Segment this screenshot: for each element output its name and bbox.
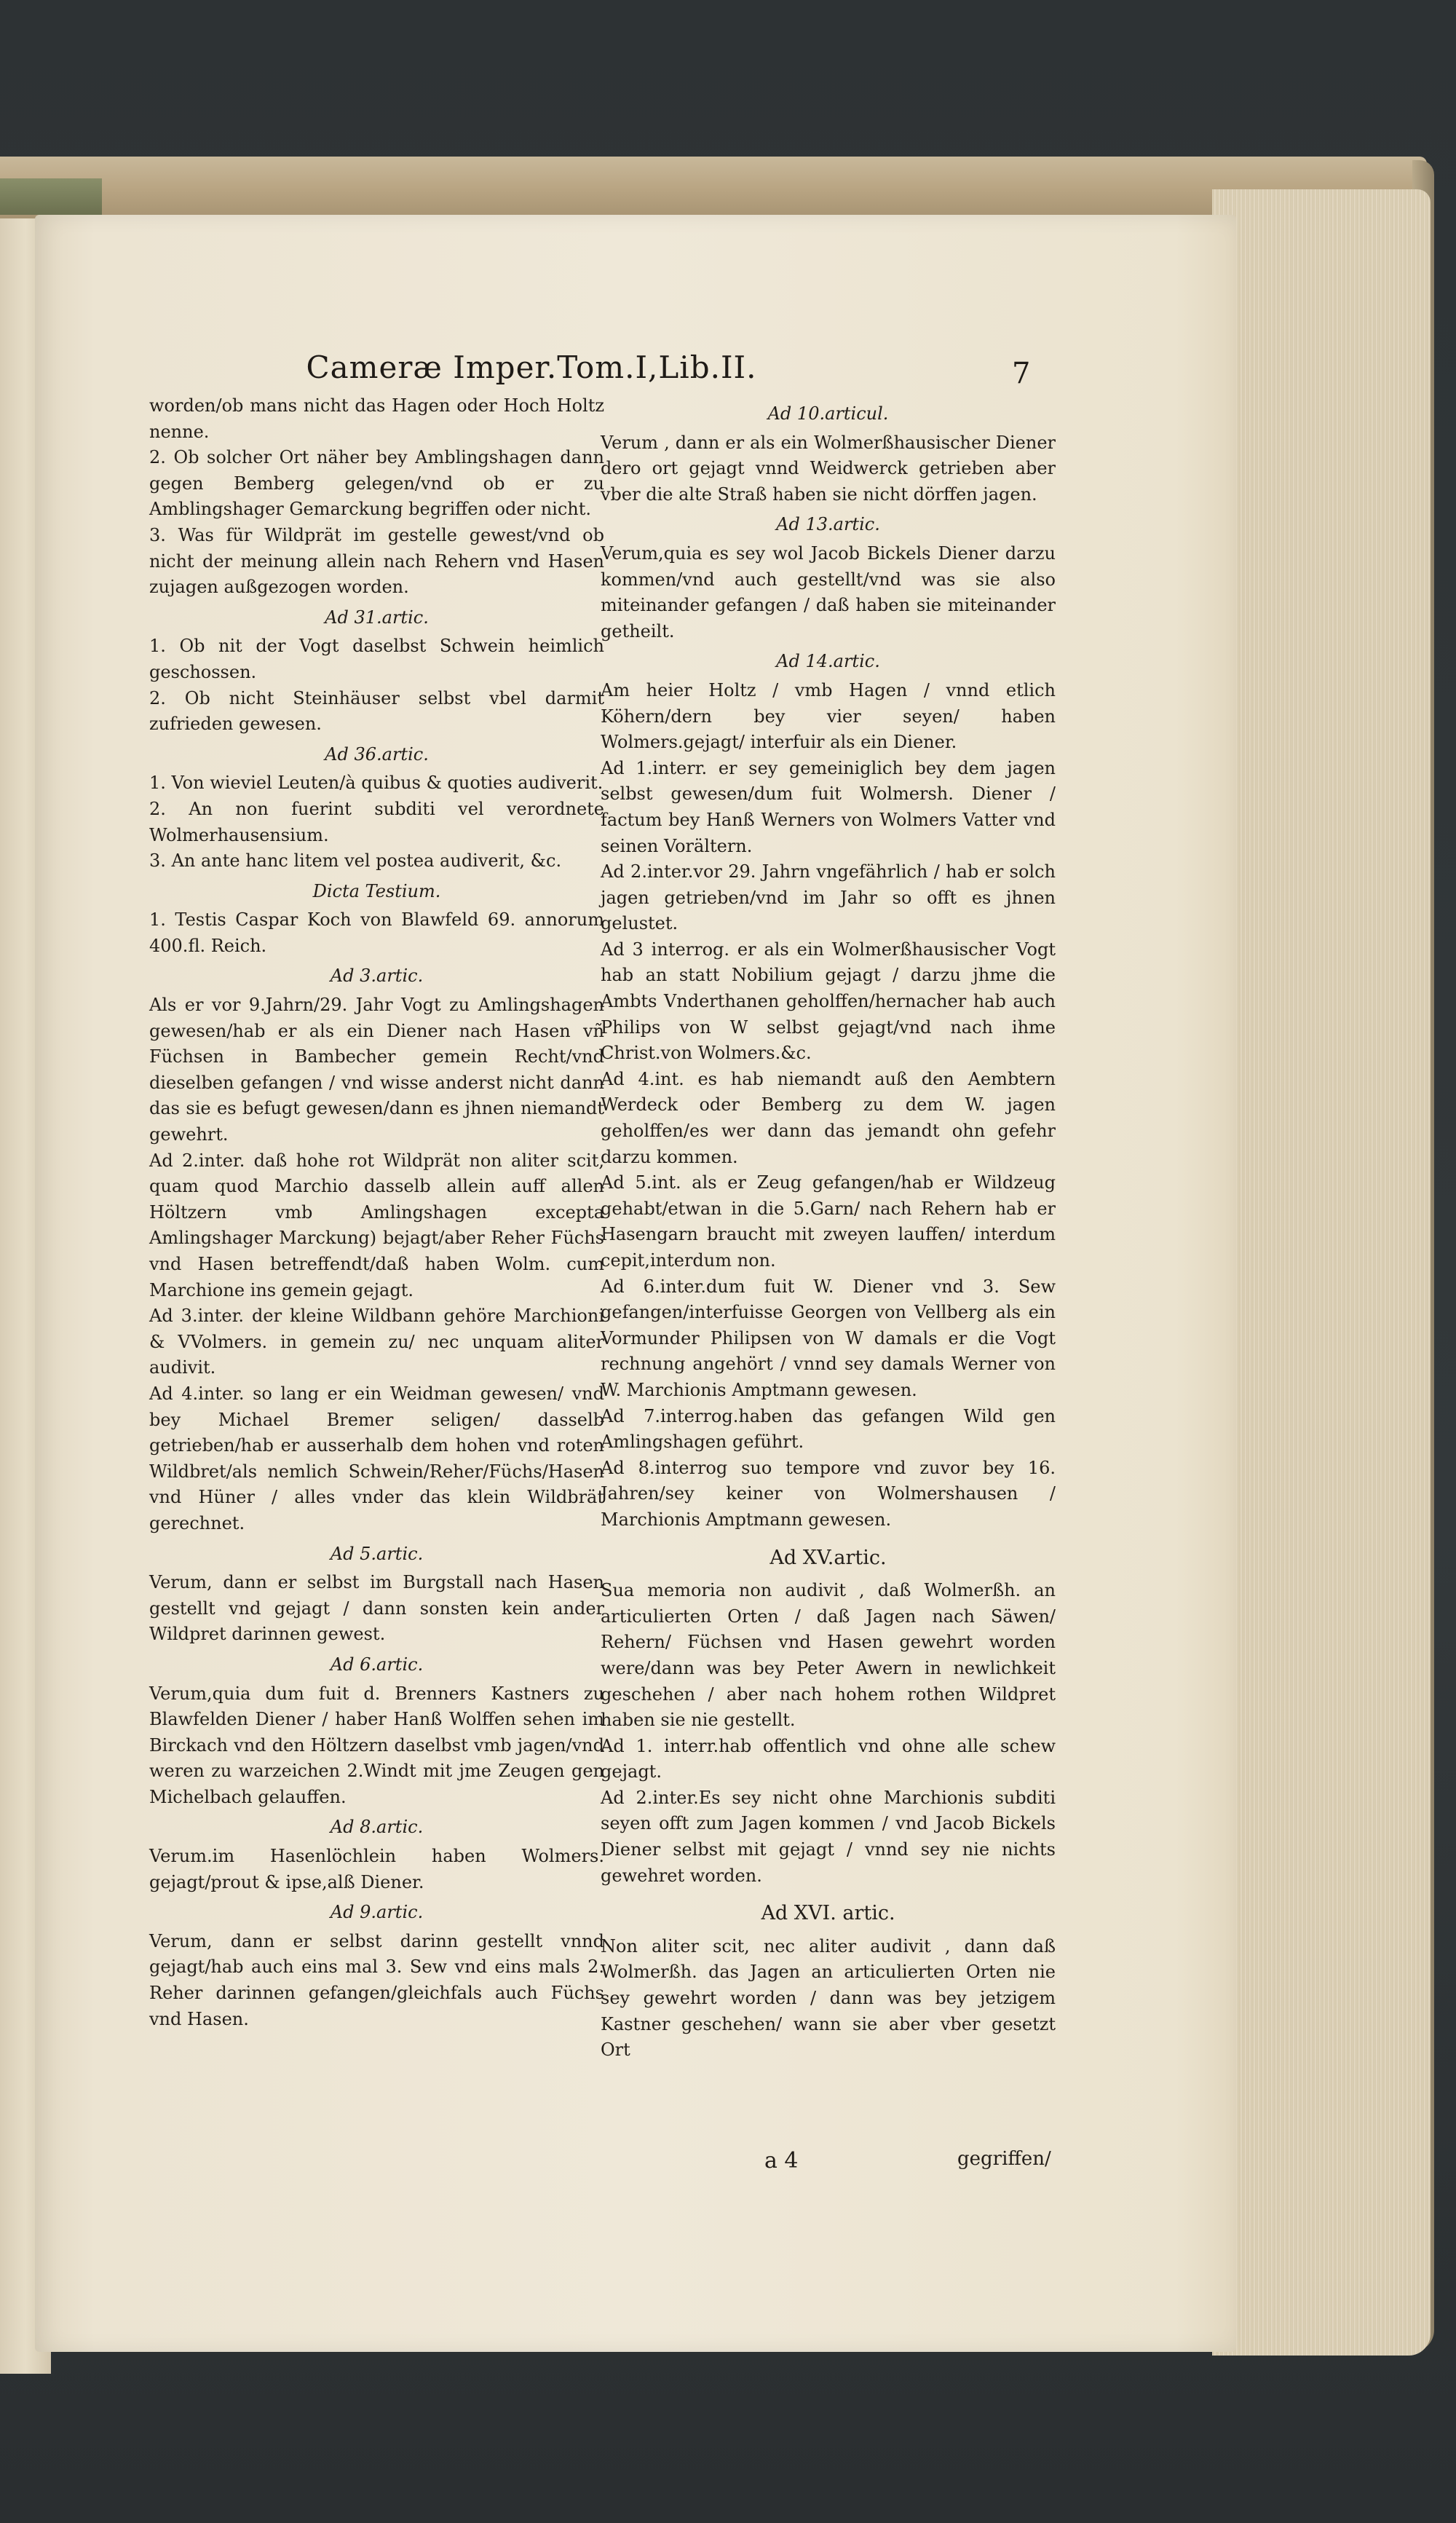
paragraph: 3. An ante hanc litem vel postea audiverit, &c. [149, 850, 562, 872]
paragraph: Verum,quia dum fuit d. Brenners Kastners zu Blawfelden Diener / haber Hanß Wolffen sehen im Birckach vnd den Höltzern daselbst vmb jagen/vnd weren zu warzeichen 2.Windt mit jme Zeugen gen Michelbach gelauffen. [149, 1683, 604, 1807]
paragraph: Ad 2.inter.Es sey nicht ohne Marchionis subditi seyen offt zum Jagen kommen / vnd Jacob Bickels Diener selbst mit gejagt / vnnd sey nie nichts gewehret worden. [601, 1787, 1056, 1886]
paragraph: Verum , dann er als ein Wolmerßhausischer Diener dero ort gejagt vnnd Weidwerck getrieben aber vber die alte Straß haben sie nicht dörffen jagen. [601, 432, 1056, 505]
paragraph: Ad 3.inter. der kleine Wildbann gehöre Marchioni & VVolmers. in gemein zu/ nec unquam aliter audivit. [149, 1306, 604, 1378]
fore-edge-pages [1212, 189, 1431, 2356]
section-heading: Ad 5.artic. [330, 1543, 424, 1564]
paragraph: Ad 5.int. als er Zeug gefangen/hab er Wildzeug gehabt/etwan in die 5.Garn/ nach Rehern hab er Hasengarn braucht mit zweyen lauffen/ interdum cepit,interdum non. [601, 1172, 1056, 1271]
paragraph: Ad 4.inter. so lang er ein Weidman gewesen/ vnd bey Michael Bremer seligen/ dasselb getrieben/hab er ausserhalb dem hohen vnd roten Wildbret/als nemlich Schwein/Reher/Füchs/Hasen vnd Hüner / alles vnder das klein Wildbrät gerechnet. [149, 1383, 604, 1533]
section-heading: Ad 10.articul. [767, 403, 889, 424]
catchword: gegriffen/ [957, 2148, 1051, 2170]
paragraph: Sua memoria non audivit , daß Wolmerßh. an articulierten Orten / daß Jagen nach Säwen/ Rehern/ Füchsen vnd Hasen gewehrt worden were/dann was bey Peter Awern in newlichkeit geschehen / aber nach hohem rothen Wildpret haben sie nie gestellt. [601, 1580, 1056, 1731]
left-text-column [149, 393, 604, 2032]
paragraph: Am heier Holtz / vmb Hagen / vnnd etlich Köhern/dern bey vier seyen/ haben Wolmers.gejagt/ interfuir als ein Diener. [601, 679, 1056, 753]
paragraph: Ad 4.int. es hab niemandt auß den Aembtern Werdeck oder Bemberg zu dem W. jagen geholffen/es wer dann das jemandt ohn gefehr darzu kommen. [601, 1068, 1056, 1167]
paragraph: 3. Was für Wildprät im gestelle gewest/vnd ob nicht der meinung allein nach Rehern vnd Hasen zujagen außgezogen worden. [149, 524, 604, 598]
section-heading: Ad 31.artic. [325, 607, 429, 628]
section-heading: Ad 13.artic. [776, 514, 880, 535]
section-heading: Ad 36.artic. [325, 743, 429, 765]
paragraph: Ad 1. interr.hab offentlich vnd ohne alle schew gejagt. [601, 1735, 1056, 1782]
paragraph: 1. Von wieviel Leuten/à quibus & quoties audiverit. [149, 773, 604, 794]
section-heading: Ad XVI. artic. [761, 1902, 895, 1925]
section-heading: Ad 8.artic. [330, 1817, 424, 1838]
section-heading: Ad 9.artic. [330, 1902, 424, 1923]
spine-cloth [0, 178, 102, 215]
paragraph: 1. Testis Caspar Koch von Blawfeld 69. annorum 400.fl. Reich. [149, 909, 604, 956]
paragraph: 2. An non fuerint subditi vel verordnete Wolmerhausensium. [149, 798, 604, 845]
paragraph: Non aliter scit, nec aliter audivit , dann daß Wolmerßh. das Jagen an articulierten Orten nie sey gewehrt worden / dann was bey jetzigem Kastner geschehen/ wann sie aber vber gesetzt Ort [601, 1935, 1056, 2061]
paragraph: Verum, dann er selbst darinn gestellt vnnd gejagt/hab auch eins mal 3. Sew vnd eins mals 2. Reher darinnen gefangen/gleichfals auch Füchs vnd Hasen. [149, 1930, 604, 2029]
paragraph: Verum.im Hasenlöchlein haben Wolmers. gejagt/prout & ipse,alß Diener. [149, 1846, 604, 1892]
section-heading: Ad XV.artic. [769, 1546, 887, 1569]
paragraph: Als er vor 9.Jahrn/29. Jahr Vogt zu Amlingshagen gewesen/hab er als ein Diener nach Hasen vñ Füchsen in Bambecher gemein Recht/vnd dieselben gefangen / vnd wisse anderst nicht dann das sie es befugt gewesen/dann es jhnen niemandt gewehrt. [149, 995, 604, 1145]
paragraph: Ad 3 interrog. er als ein Wolmerßhausischer Vogt hab an statt Nobilium gejagt / darzu jhme die Ambts Vnderthanen geholffen/hernacher hab auch Philips von W selbst gejagt/vnd nach ihme Christ.von Wolmers.&c. [601, 939, 1056, 1064]
section-heading: Ad 3.artic. [330, 966, 424, 987]
paragraph: Ad 1.interr. er sey gemeiniglich bey dem jagen selbst gewesen/dum fuit Wolmersh. Diener / factum bey Hanß Werners von Wolmers Vatter vnd seinen Vorältern. [601, 757, 1056, 856]
section-heading: Ad 6.artic. [330, 1654, 424, 1675]
paragraph: Ad 2.inter.vor 29. Jahrn vngefährlich / hab er solch jagen getrieben/vnd im Jahr so offt es jhnen gelustet. [601, 861, 1056, 934]
running-head: Cameræ Imper.Tom.I,Lib.II. [306, 350, 757, 385]
paragraph: Ad 2.inter. daß hohe rot Wildprät non aliter scit, quam quod Marchio dasselb allein auff allen Höltzern vmb Amlingshagen excepta Amlingshager Marckung) bejagt/aber Reher Füchs vnd Hasen betreffendt/daß haben Wolm. cum Marchione ins gemein gejagt. [149, 1150, 604, 1300]
section-heading: Ad 14.artic. [776, 651, 880, 672]
paragraph: Verum, dann er selbst im Burgstall nach Hasen gestellt vnd gejagt / dann sonsten kein ander Wildpret darinnen gewest. [149, 1572, 604, 1645]
paragraph: Ad 8.interrog suo tempore vnd zuvor bey 16. Jahren/sey keiner von Wolmershausen / Marchionis Amptmann gewesen. [601, 1457, 1056, 1530]
right-text-column [601, 397, 1056, 2064]
paragraph: 2. Ob solcher Ort näher bey Amblingshagen dann gegen Bemberg gelegen/vnd ob er zu Amblingshager Gemarckung begriffen oder nicht. [149, 447, 604, 520]
paragraph: Ad 6.inter.dum fuit W. Diener vnd 3. Sew gefangen/interfuisse Georgen von Vellberg als ein Vormunder Philipsen von W damals er die Vogt rechnung angehört / vnnd sey damals Werner von W. Marchionis Amptmann gewesen. [601, 1276, 1056, 1400]
signature-mark: a 4 [764, 2148, 799, 2173]
paragraph: Ad 7.interrog.haben das gefangen Wild gen Amlingshagen geführt. [601, 1405, 1056, 1453]
paragraph: 1. Ob nit der Vogt daselbst Schwein heimlich geschossen. [149, 636, 604, 682]
page-number: 7 [1012, 357, 1031, 390]
section-heading: Dicta Testium. [312, 880, 441, 901]
paragraph: 2. Ob nicht Steinhäuser selbst vbel darmit zufrieden gewesen. [149, 687, 604, 735]
paragraph: worden/ob mans nicht das Hagen oder Hoch Holtz nenne. [149, 395, 604, 442]
paragraph: Verum,quia es sey wol Jacob Bickels Diener darzu kommen/vnd auch gestellt/vnd was sie also miteinander gefangen / daß haben sie miteinander getheilt. [601, 542, 1056, 641]
